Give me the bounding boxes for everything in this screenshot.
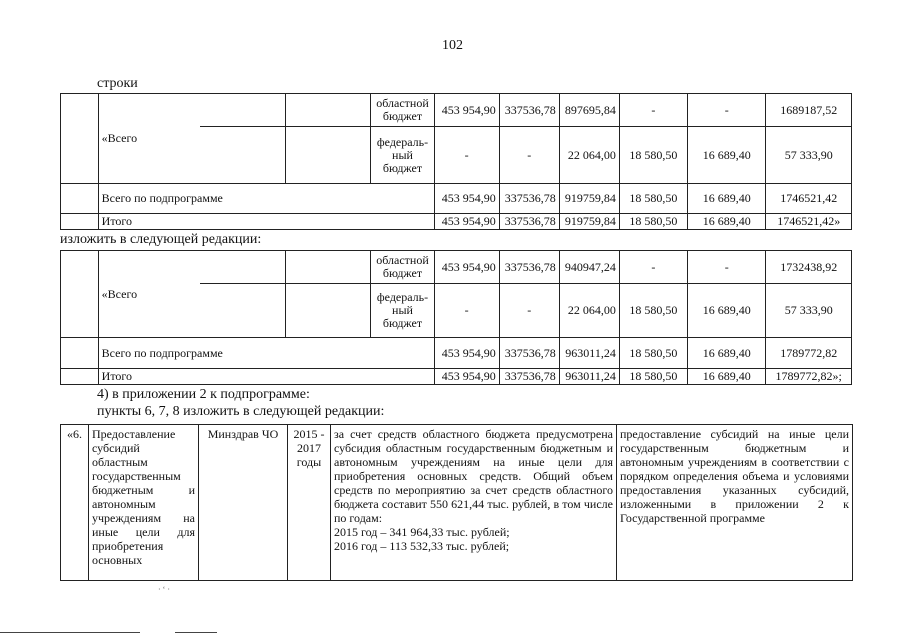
table-row xyxy=(61,214,852,230)
table-cell xyxy=(61,369,99,385)
value-cell: 337536,78 xyxy=(499,184,559,214)
table-cell xyxy=(61,184,99,214)
value-cell: 453 954,90 xyxy=(434,94,499,127)
total-cell: 57 333,90 xyxy=(766,284,852,338)
table-cell xyxy=(61,94,99,184)
table-row xyxy=(61,94,852,127)
table-row xyxy=(61,338,852,369)
footer-rule xyxy=(175,632,217,633)
value-cell: 18 580,50 xyxy=(619,284,687,338)
footer-rule xyxy=(0,632,140,633)
row-label: «Всего xyxy=(98,251,200,338)
new-budget-table xyxy=(60,250,852,385)
scan-speck: · ‘ · xyxy=(158,585,170,594)
total-cell: 1732438,92 xyxy=(766,251,852,284)
table-cell xyxy=(285,94,371,127)
table-cell xyxy=(61,251,99,338)
table-cell xyxy=(61,214,99,230)
value-cell: 940947,24 xyxy=(559,251,619,284)
value-cell: 963011,24 xyxy=(559,338,619,369)
value-cell: 337536,78 xyxy=(499,251,559,284)
value-cell: 16 689,40 xyxy=(688,369,766,385)
value-cell: 919759,84 xyxy=(559,214,619,230)
points-line: пункты 6, 7, 8 изложить в следующей редакции: xyxy=(97,404,385,419)
item-executor: Минздрав ЧО xyxy=(199,425,288,581)
intro-line: строки xyxy=(97,76,138,91)
source-cell: областной бюджет xyxy=(371,94,434,127)
value-cell: 22 064,00 xyxy=(559,284,619,338)
value-cell: 18 580,50 xyxy=(619,184,687,214)
value-cell: 453 954,90 xyxy=(434,251,499,284)
table-row xyxy=(61,425,853,581)
total-cell: 57 333,90 xyxy=(766,127,852,184)
value-cell: 453 954,90 xyxy=(434,338,499,369)
table-cell xyxy=(200,251,286,284)
item-period: 2015 - 2017 годы xyxy=(288,425,331,581)
value-cell: 16 689,40 xyxy=(688,284,766,338)
item-name: Предоставление субсидий областным государственным бюджетным и автономным учреждениям на иные цели для приобретения основных xyxy=(89,425,199,581)
point4-line: 4) в приложении 2 к подпрограмме: xyxy=(97,387,310,402)
total-cell: 1789772,82»; xyxy=(766,369,852,385)
table-cell xyxy=(61,338,99,369)
items-table xyxy=(60,424,853,581)
row-label: Итого xyxy=(98,214,434,230)
item-year-2: 2016 год – 113 532,33 тыс. рублей; xyxy=(334,539,510,553)
value-cell: 453 954,90 xyxy=(434,369,499,385)
total-cell: 1746521,42 xyxy=(766,184,852,214)
value-cell: - xyxy=(688,251,766,284)
row-label: Всего по подпрограмме xyxy=(98,184,434,214)
value-cell: 16 689,40 xyxy=(688,127,766,184)
row-label: «Всего xyxy=(98,94,200,184)
value-cell: 337536,78 xyxy=(499,338,559,369)
table-cell xyxy=(200,284,286,338)
value-cell: 919759,84 xyxy=(559,184,619,214)
value-cell: - xyxy=(499,284,559,338)
value-cell: - xyxy=(688,94,766,127)
item-number: «6. xyxy=(61,425,89,581)
value-cell: 16 689,40 xyxy=(688,214,766,230)
source-cell: федераль-ный бюджет xyxy=(371,284,434,338)
value-cell: 453 954,90 xyxy=(434,214,499,230)
middle-line: изложить в следующей редакции: xyxy=(60,232,262,247)
value-cell: - xyxy=(499,127,559,184)
value-cell: 18 580,50 xyxy=(619,127,687,184)
value-cell: - xyxy=(619,251,687,284)
table-cell xyxy=(200,127,286,184)
table-row xyxy=(61,369,852,385)
value-cell: 897695,84 xyxy=(559,94,619,127)
value-cell: 16 689,40 xyxy=(688,338,766,369)
value-cell: 963011,24 xyxy=(559,369,619,385)
value-cell: 337536,78 xyxy=(499,214,559,230)
table-row xyxy=(61,251,852,284)
total-cell: 1789772,82 xyxy=(766,338,852,369)
item-description-cell xyxy=(331,425,617,581)
item-description: за счет средств областного бюджета предусмотрена субсидия областным государственным бюджетным и автономным учреждениям на иные цели для приобретения основных средств. Общий объем средств по мероприятию за счет средств областного бюджета составит 550 621,44 тыс. рублей, в том числе по годам: xyxy=(334,427,613,525)
old-budget-table xyxy=(60,93,852,230)
table-row xyxy=(61,184,852,214)
table-cell xyxy=(285,251,371,284)
source-cell: федераль-ный бюджет xyxy=(371,127,434,184)
value-cell: 22 064,00 xyxy=(559,127,619,184)
value-cell: - xyxy=(434,284,499,338)
table-cell xyxy=(285,284,371,338)
value-cell: 18 580,50 xyxy=(619,369,687,385)
total-cell: 1689187,52 xyxy=(766,94,852,127)
value-cell: 453 954,90 xyxy=(434,184,499,214)
value-cell: - xyxy=(434,127,499,184)
row-label: Всего по подпрограмме xyxy=(98,338,434,369)
value-cell: 337536,78 xyxy=(499,94,559,127)
item-year-1: 2015 год – 341 964,33 тыс. рублей; xyxy=(334,525,510,539)
row-label: Итого xyxy=(98,369,434,385)
item-result: предоставление субсидий на иные цели государственным бюджетным и автономным учреждениям в соответствии с порядком определения объема и условиями предоставления указанных субсидий, изложенными в приложении 2 к Государственной программе xyxy=(617,425,853,581)
value-cell: 18 580,50 xyxy=(619,214,687,230)
table-cell xyxy=(200,94,286,127)
source-cell: областной бюджет xyxy=(371,251,434,284)
value-cell: 18 580,50 xyxy=(619,338,687,369)
table-cell xyxy=(285,127,371,184)
value-cell: 337536,78 xyxy=(499,369,559,385)
page-number: 102 xyxy=(442,38,463,53)
value-cell: 16 689,40 xyxy=(688,184,766,214)
value-cell: - xyxy=(619,94,687,127)
total-cell: 1746521,42» xyxy=(766,214,852,230)
